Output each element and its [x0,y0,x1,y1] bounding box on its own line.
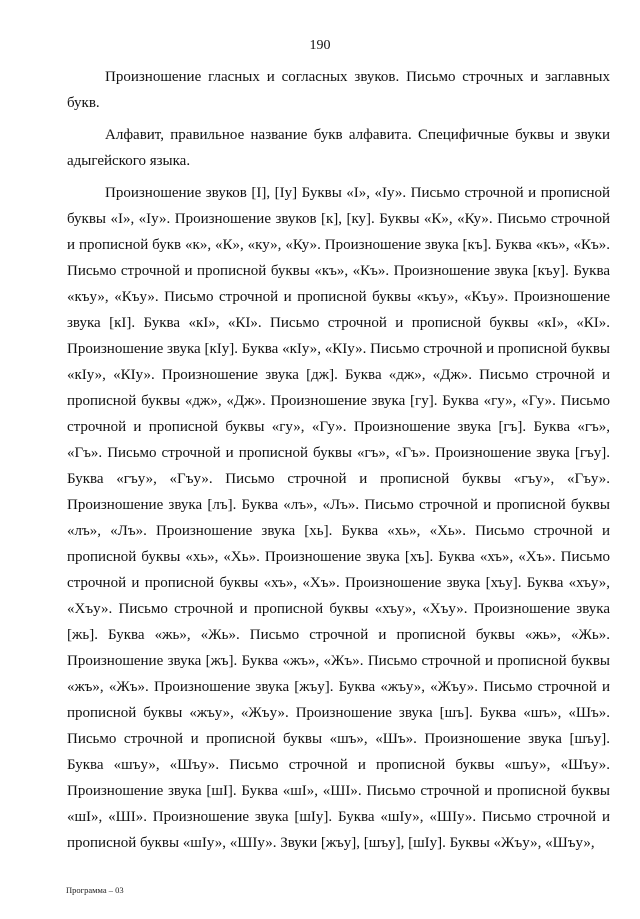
document-body [67,64,610,862]
paragraph-letter-pronunciation: Произношение звуков [I], [Iу] Буквы «I», «Iу». Письмо строчной и прописной буквы «I», «Iу». Произношение звуков [к], [ку]. Буквы «К», «Ку». Письмо строчной и прописной букв «к», «К», «ку», «Ку». Произношение звука [къ]. Буква «къ», «Къ». Письмо строчной и прописной буквы «къ», «Къ». Произношение звука [къу]. Буква «къу», «Къу». Письмо строчной и прописной буквы «къу», «Къу». Произношение звука [кI]. Буква «кI», «КI». Письмо строчной и прописной буквы «кI», «КI». Произношение звука [кIу]. Буква «кIу», «КIу». Письмо строчной и прописной буквы «кIу», «КIу». Произношение звука [дж]. Буква «дж», «Дж». Письмо строчной и прописной буквы «дж», «Дж». Произношение звука [гу]. Буква «гу», «Гу». Письмо строчной и прописной буквы «гу», «Гу». Произношение звука [гъ]. Буква «гъ», «Гъ». Письмо строчной и прописной буквы «гъ», «Гъ». Произношение звука [гъу]. Буква «гъу», «Гъу». Письмо строчной и прописной буквы «гъу», «Гъу». Произношение звука [лъ]. Буква «лъ», «Лъ». Письмо строчной и прописной буквы «лъ», «Лъ». Произношение звука [хь]. Буква «хь», «Хь». Письмо строчной и прописной буквы «хь», «Хь». Произношение звука [хъ]. Буква «хъ», «Хъ». Письмо строчной и прописной буквы «хъ», «Хъ». Произношение звука [хъу]. Буква «хъу», «Хъу». Письмо строчной и прописной буквы «хъу», «Хъу». Произношение звука [жь]. Буква «жь», «Жь». Письмо строчной и прописной буквы «жь», «Жь». Произношение звука [жъ]. Буква «жъ», «Жъ». Письмо строчной и прописной буквы «жъ», «Жъ». Произношение звука [жъу]. Буква «жъу», «Жъу». Письмо строчной и прописной буквы «жъу», «Жъу». Произношение звука [шъ]. Буква «шъ», «Шъ». Письмо строчной и прописной буквы «шъ», «Шъ». Произношение звука [шъу]. Буква «шъу», «Шъу». Письмо строчной и прописной буквы «шъу», «Шъу». Произношение звука [шI]. Буква «шI», «ШI». Письмо строчной и прописной буквы «шI», «ШI». Произношение звука [шIу]. Буква «шIу», «ШIу». Письмо строчной и прописной буквы «шIу», «ШIу». Звуки [жъу], [шъу], [шIу]. Буквы «Жъу», «Шъу», [67,185,610,851]
page-number: 190 [309,38,331,53]
page-footer: Программа – 03 [66,885,124,895]
paragraph-vowels-consonants: Произношение гласных и согласных звуков. Письмо строчных и заглавных букв. [67,69,610,111]
paragraph-alphabet: Алфавит, правильное название букв алфавита. Специфичные буквы и звуки адыгейского языка. [67,127,610,169]
